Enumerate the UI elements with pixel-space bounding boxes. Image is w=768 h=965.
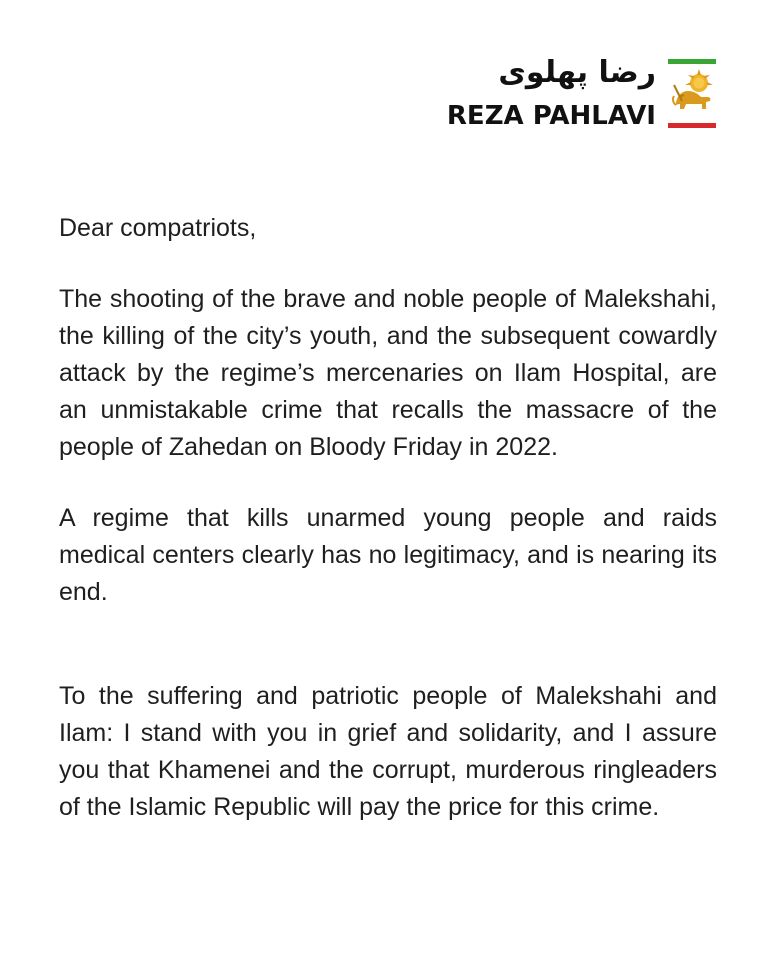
- iranian-lion-and-sun-flag-icon: [668, 59, 716, 131]
- logo-wordmark: [447, 55, 656, 131]
- paragraph-2: A regime that kills unarmed young people and raids medical centers clearly has no legitimacy, and is nearing its end.: [59, 504, 717, 606]
- letterhead: [446, 55, 716, 135]
- letter-body: [59, 210, 717, 826]
- paragraph-1: The shooting of the brave and noble people of Malekshahi, the killing of the city’s youth, and the subsequent cowardly attack by the regime’s mercenaries on Ilam Hospital, are an unmistakable crime that recalls the massacre of the people of Zahedan on Bloody Friday in 2022.: [59, 285, 717, 461]
- salutation: Dear compatriots,: [59, 214, 257, 242]
- paragraph-3: To the suffering and patriotic people of Malekshahi and Ilam: I stand with you in grief and solidarity, and I assure you that Khamenei and the corrupt, murderous ringleaders of the Islamic Republic will pay the price for this crime.: [59, 682, 717, 821]
- logo-farsi-text: رضا پهلوی: [498, 55, 656, 90]
- logo-english-text: REZA PAHLAVI: [446, 101, 656, 131]
